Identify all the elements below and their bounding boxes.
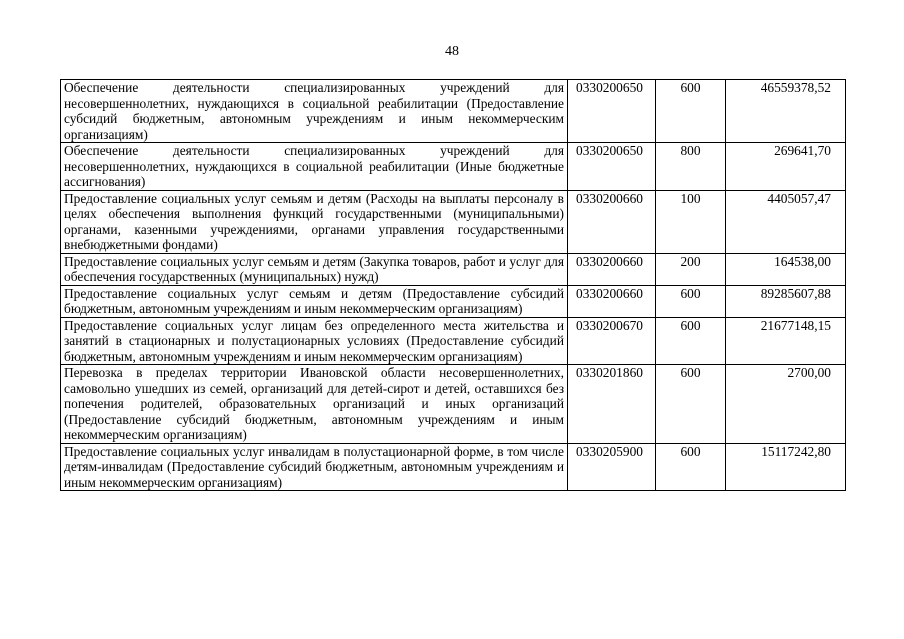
expense-type-cell: 600 [656,285,726,317]
target-code-cell: 0330200650 [568,143,656,191]
amount-cell: 4405057,47 [726,190,846,253]
expense-type-cell: 200 [656,253,726,285]
expense-type-cell: 600 [656,317,726,365]
table-row [61,253,846,285]
amount-cell: 89285607,88 [726,285,846,317]
table-row [61,443,846,491]
page-number: 48 [445,44,459,59]
expense-name-cell: Обеспечение деятельности специализированных учреждений для несовершеннолетних, нуждающихся в социальной реабилитации (Иные бюджетные ассигнования) [61,143,568,191]
expense-name-cell: Предоставление социальных услуг семьям и детям (Закупка товаров, работ и услуг для обеспечения государственных (муниципальных) нужд) [61,253,568,285]
amount-cell: 46559378,52 [726,80,846,143]
amount-cell: 269641,70 [726,143,846,191]
expense-type-cell: 600 [656,365,726,444]
budget-table-body [61,80,846,491]
expense-name-cell: Предоставление социальных услуг семьям и детям (Расходы на выплаты персоналу в целях обеспечения выполнения функций государственными (муниципальными) органами, казенными учреждениями, органами управления государственными внебюджетными фондами) [61,190,568,253]
expense-type-cell: 100 [656,190,726,253]
expense-name-cell: Предоставление социальных услуг инвалидам в полустационарной форме, в том числе детям-инвалидам (Предоставление субсидий бюджетным, автономным учреждениям и иным некоммерческим организациям) [61,443,568,491]
table-row [61,317,846,365]
expense-name-cell: Перевозка в пределах территории Ивановской области несовершеннолетних, самовольно ушедших из семей, организаций для детей-сирот и детей, оставшихся без попечения родителей, образовательных организаций и иных организаций (Предоставление субсидий бюджетным, автономным учреждениям и иным некоммерческим организациям) [61,365,568,444]
target-code-cell: 0330205900 [568,443,656,491]
target-code-cell: 0330201860 [568,365,656,444]
amount-cell: 15117242,80 [726,443,846,491]
target-code-cell: 0330200660 [568,253,656,285]
amount-cell: 164538,00 [726,253,846,285]
target-code-cell: 0330200670 [568,317,656,365]
table-row [61,365,846,444]
target-code-cell: 0330200650 [568,80,656,143]
expense-name-cell: Обеспечение деятельности специализированных учреждений для несовершеннолетних, нуждающихся в социальной реабилитации (Предоставление субсидий бюджетным, автономным учреждениям и иным некоммерческим организациям) [61,80,568,143]
expense-type-cell: 600 [656,443,726,491]
target-code-cell: 0330200660 [568,285,656,317]
expense-type-cell: 600 [656,80,726,143]
amount-cell: 21677148,15 [726,317,846,365]
table-row [61,285,846,317]
table-row [61,143,846,191]
expense-name-cell: Предоставление социальных услуг семьям и детям (Предоставление субсидий бюджетным, автономным учреждениям и иным некоммерческим организациям) [61,285,568,317]
target-code-cell: 0330200660 [568,190,656,253]
expense-type-cell: 800 [656,143,726,191]
amount-cell: 2700,00 [726,365,846,444]
budget-table [60,79,846,491]
expense-name-cell: Предоставление социальных услуг лицам без определенного места жительства и занятий в стационарных и полустационарных условиях (Предоставление субсидий бюджетным, автономным учреждениям и иным некоммерческим организациям) [61,317,568,365]
table-row [61,80,846,143]
table-row [61,190,846,253]
